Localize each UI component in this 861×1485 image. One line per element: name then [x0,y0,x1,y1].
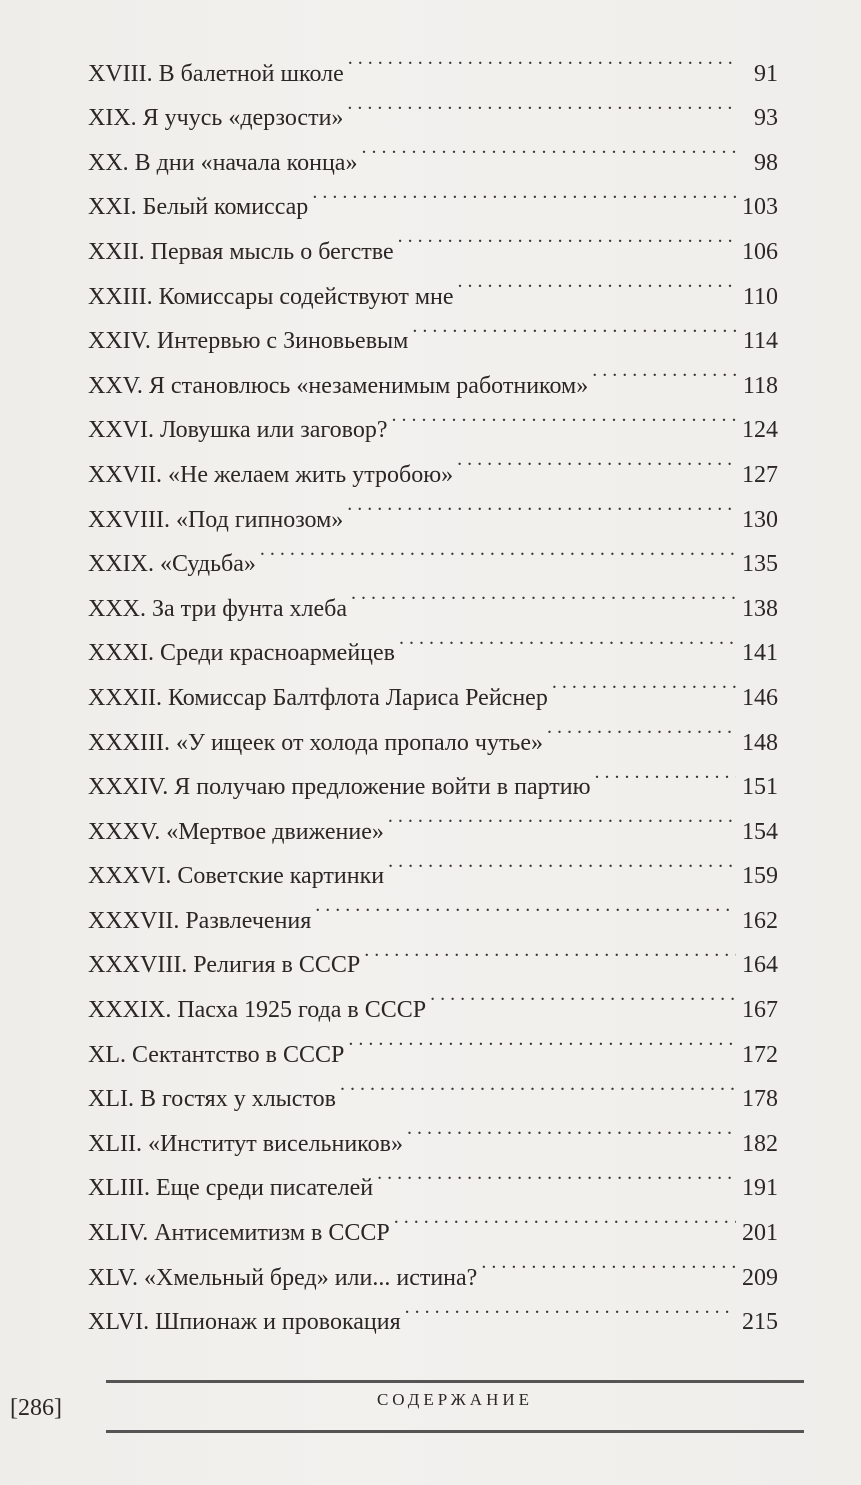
toc-entry-page: 209 [742,1264,778,1291]
footer-rule-bottom [106,1430,804,1433]
page-number: [286] [10,1395,62,1421]
toc-entry-title: XXIV. Интервью с Зиновьевым [88,328,409,355]
dot-leader [595,750,736,795]
toc-entry-page: 114 [742,328,778,355]
toc-entry-page: 159 [742,863,778,890]
dot-leader [364,928,736,973]
toc-entry-title: XXII. Первая мысль о бегстве [88,238,394,265]
toc-entry-page: 164 [742,952,778,979]
toc-entry-title: XIX. Я учусь «дерзости» [88,105,344,132]
toc-entry-page: 124 [742,417,778,444]
toc-entry-title: XXVIII. «Под гипнозом» [88,506,344,533]
toc-entry-page: 91 [754,60,778,87]
toc-entry-page: 103 [742,194,778,221]
toc-entry-page: 172 [742,1041,778,1068]
dot-leader [399,616,736,661]
toc-entry-title: XVIII. В балетной школе [88,60,344,87]
toc-entry-page: 130 [742,506,778,533]
toc-entry-title: XXXVII. Развлечения [88,907,312,934]
dot-leader [407,1106,736,1151]
toc-entry-title: XXXVIII. Религия в СССР [88,952,361,979]
dot-leader [398,214,736,259]
toc-entry-title: XX. В дни «начала конца» [88,149,358,176]
dot-leader [592,348,736,393]
toc-entry-page: 93 [754,105,778,132]
toc-entry-page: 106 [742,238,778,265]
dot-leader [430,972,736,1017]
dot-leader [394,1195,736,1240]
toc-entry-title: XXXII. Комиссар Балтфлота Лариса Рейснер [88,684,548,711]
toc-entry-page: 154 [742,818,778,845]
toc-entry-page: 98 [754,149,778,176]
toc-entry-title: XXXI. Среди красноармейцев [88,640,395,667]
toc-entry-title: XXXIV. Я получаю предложение войти в партию [88,774,591,801]
toc-entry-page: 135 [742,551,778,578]
toc-entry-title: XXI. Белый комиссар [88,194,309,221]
toc-entry-page: 178 [742,1086,778,1113]
dot-leader [481,1240,736,1285]
dot-leader [340,1062,736,1107]
toc-entry-title: XXV. Я становлюсь «незаменимым работником» [88,372,589,399]
toc-entry-title: XLVI. Шпионаж и провокация [88,1309,401,1336]
dot-leader [388,839,736,884]
toc-entry-page: 162 [742,907,778,934]
dot-leader [458,259,736,304]
toc-entry-title: XLV. «Хмельный бред» или... истина? [88,1264,478,1291]
dot-leader [361,125,736,170]
toc-entry-page: 201 [742,1220,778,1247]
toc-entry-title: XLIV. Антисемитизм в СССР [88,1220,390,1247]
dot-leader [377,1151,736,1196]
dot-leader [457,437,736,482]
dot-leader [312,170,736,215]
dot-leader [347,81,736,126]
toc-entry-page: 167 [742,997,778,1024]
dot-leader [552,660,736,705]
toc-entry-page: 148 [742,729,778,756]
toc-entry-page: 138 [742,595,778,622]
dot-leader [547,705,736,750]
dot-leader [391,393,736,438]
dot-leader [405,1285,736,1330]
toc-entry-title: XXXV. «Мертвое движение» [88,818,384,845]
toc-entry-page: 151 [742,774,778,801]
dot-leader [412,304,736,349]
toc-entry-title: XL. Сектантство в СССР [88,1041,345,1068]
toc-entry-title: XXXIX. Пасха 1925 года в СССР [88,997,427,1024]
dot-leader [348,1017,736,1062]
footer-rule-top [106,1380,804,1383]
dot-leader [260,527,736,572]
dot-leader [388,794,736,839]
toc-entry-title: XXXVI. Советские картинки [88,863,385,890]
toc-entry-page: 182 [742,1130,778,1157]
dot-leader [347,482,736,527]
toc-entry-title: XXXIII. «У ищеек от холода пропало чутье» [88,729,544,756]
toc-entry [88,36,778,87]
toc-entry-title: XXVII. «Не желаем жить утробою» [88,461,454,488]
toc-entry-page: 118 [742,372,778,399]
toc-entry-title: XXIX. «Судьба» [88,551,256,578]
toc-entry-page: 146 [742,684,778,711]
dot-leader [348,36,736,81]
toc-entry-title: XXX. За три фунта хлеба [88,595,348,622]
toc-entry-page: 110 [742,283,778,310]
toc-entry-page: 141 [742,640,778,667]
toc-entry-page: 191 [742,1175,778,1202]
dot-leader [315,883,736,928]
toc-entry-page: 127 [742,461,778,488]
running-footer-title: СОДЕРЖАНИЕ [376,1390,534,1409]
toc-entry-title: XXIII. Комиссары содействуют мне [88,283,454,310]
toc-entry-title: XXVI. Ловушка или заговор? [88,417,388,444]
toc-entry-title: XLI. В гостях у хлыстов [88,1086,336,1113]
table-of-contents [88,36,778,1336]
dot-leader [351,571,736,616]
toc-entry-title: XLIII. Еще среди писателей [88,1175,374,1202]
toc-entry-title: XLII. «Институт висельников» [88,1130,403,1157]
toc-entry-page: 215 [742,1309,778,1336]
